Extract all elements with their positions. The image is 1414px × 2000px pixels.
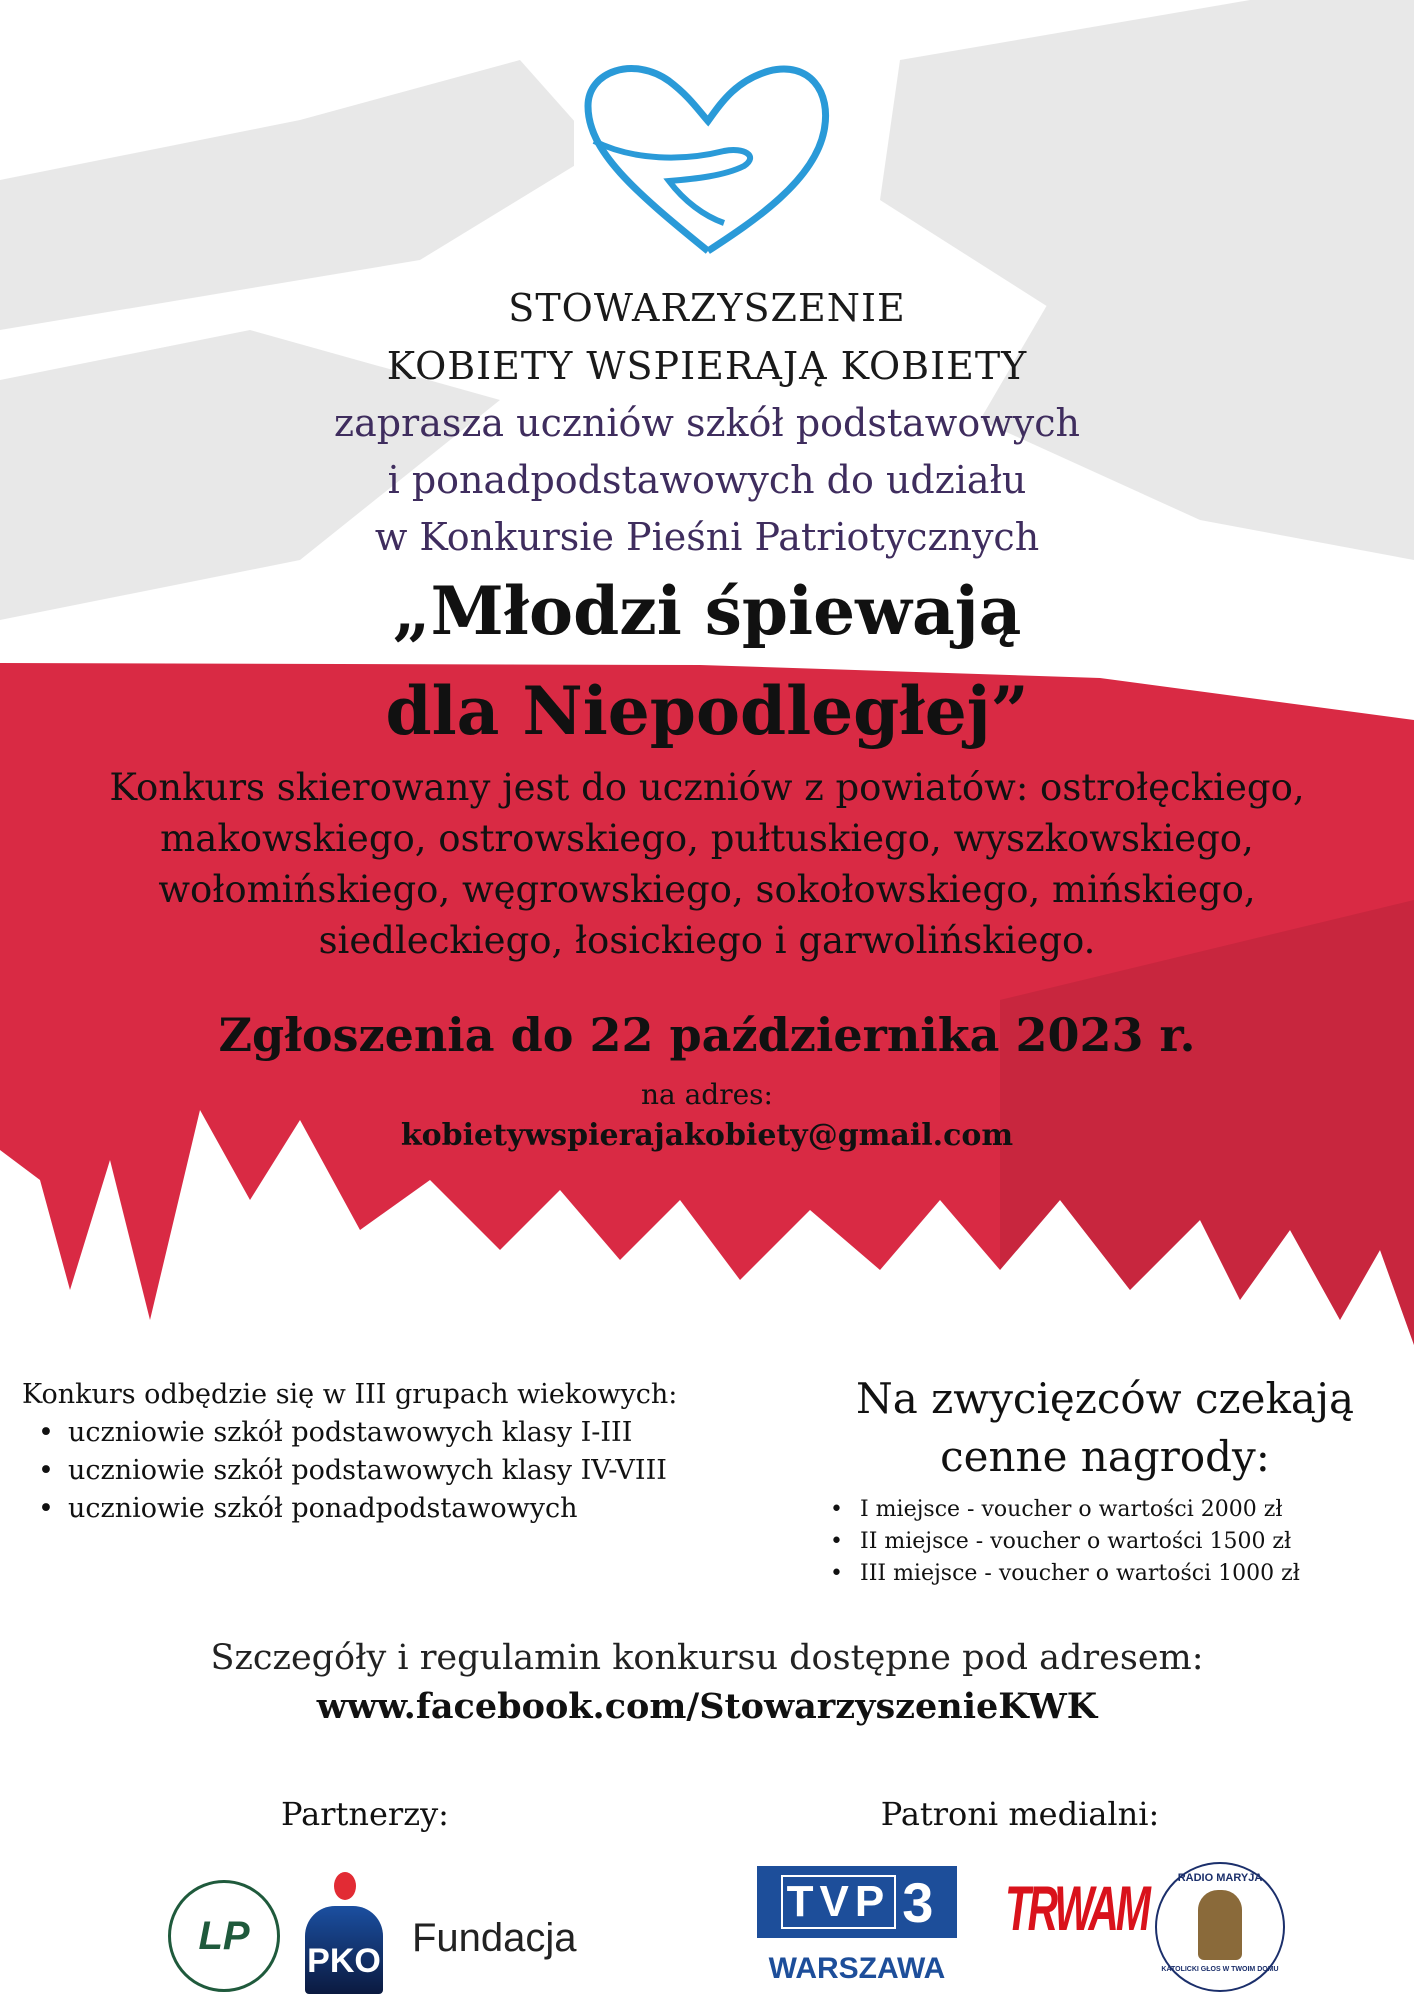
- contest-title: dla Niepodległej”: [385, 672, 1029, 750]
- radio-maryja-logo: [1155, 1862, 1285, 1992]
- partners-label: Partnerzy:: [281, 1795, 449, 1833]
- group-item: • uczniowie szkół ponadpodstawowych: [22, 1490, 677, 1528]
- audience-line: makowskiego, ostrowskiego, pułtuskiego, wyszkowskiego,: [160, 817, 1254, 860]
- contest-title: „Młodzi śpiewają: [392, 572, 1022, 650]
- prizes: [810, 1370, 1400, 1590]
- tvp3-logo: [757, 1866, 957, 1990]
- fundacja-label: Fundacja: [412, 1916, 577, 1960]
- radio-slogan: KATOLICKI GŁOS W TWOIM DOMU: [1161, 1966, 1279, 1973]
- lasy-panstwowe-logo: LP: [168, 1880, 280, 1992]
- prize-item: • II miejsce - voucher o wartości 1500 zł: [814, 1526, 1400, 1558]
- audience-text: [0, 762, 1414, 966]
- heart-hand-icon: [574, 51, 842, 261]
- tvp-number: 3: [902, 1870, 934, 1934]
- org-line2: KOBIETY WSPIERAJĄ KOBIETY: [386, 344, 1028, 388]
- address-label: na adres:: [640, 1078, 773, 1111]
- invite-line: zaprasza uczniów szkół podstawowych: [334, 401, 1080, 445]
- radio-name: RADIO MARYJA: [1177, 1872, 1263, 1884]
- org-line1: STOWARZYSZENIE: [508, 286, 906, 330]
- email-link[interactable]: kobietywspierajakobiety@gmail.com: [400, 1118, 1014, 1153]
- media-label: Patroni medialni:: [880, 1795, 1160, 1833]
- audience-line: Konkurs skierowany jest do uczniów z powiatów: ostrołęckiego,: [109, 766, 1305, 809]
- group-item: • uczniowie szkół podstawowych klasy IV-VIII: [22, 1452, 677, 1490]
- group-item: • uczniowie szkół podstawowych klasy I-III: [22, 1414, 677, 1452]
- invite-line: w Konkursie Pieśni Patriotycznych: [374, 515, 1040, 559]
- audience-line: siedleckiego, łosickiego i garwolińskiego.: [318, 919, 1096, 962]
- details-text: Szczegóły i regulamin konkursu dostępne pod adresem:: [210, 1638, 1204, 1678]
- deadline: Zgłoszenia do 22 października 2023 r.: [218, 1008, 1196, 1062]
- groups-heading: Konkurs odbędzie się w III grupach wiekowych:: [22, 1379, 678, 1410]
- audience-line: wołomińskiego, węgrowskiego, sokołowskiego, mińskiego,: [158, 868, 1256, 911]
- tvp-text: TVP: [781, 1875, 897, 1929]
- age-groups: [22, 1376, 677, 1528]
- tvp-city: WARSZAWA: [768, 1952, 946, 1985]
- facebook-link[interactable]: www.facebook.com/StowarzyszenieKWK: [316, 1686, 1098, 1727]
- trwam-logo: TRWAM: [1005, 1873, 1148, 1944]
- heart-logo: [574, 51, 842, 261]
- prize-item: • I miejsce - voucher o wartości 2000 zł: [814, 1494, 1400, 1526]
- pko-logo: PKO: [305, 1872, 385, 1994]
- prizes-heading: cenne nagrody:: [940, 1432, 1270, 1481]
- prizes-heading: Na zwycięzców czekają: [855, 1374, 1355, 1423]
- prize-item: • III miejsce - voucher o wartości 1000 zł: [814, 1558, 1400, 1590]
- invite-line: i ponadpodstawowych do udziału: [387, 458, 1027, 502]
